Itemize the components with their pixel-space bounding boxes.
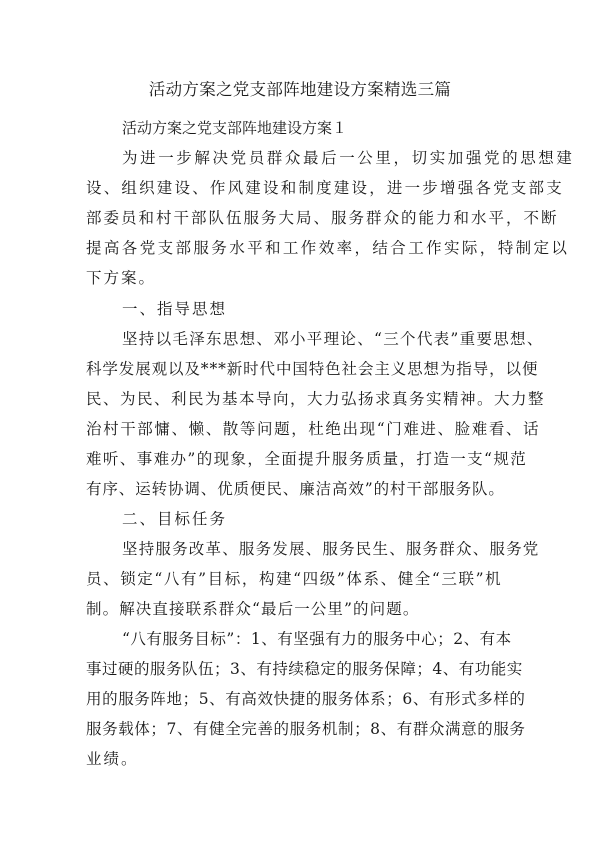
paragraph-line: 业绩。 (86, 750, 139, 768)
paragraph-line: 坚持以毛泽东思想、邓小平理论、“三个代表”重要思想、 (122, 330, 544, 348)
section-subtitle: 活动方案之党支部阵地建设方案１ (122, 119, 348, 137)
document-title: 活动方案之党支部阵地建设方案精选三篇 (148, 80, 452, 99)
paragraph-line: 治村干部慵、懒、散等问题，杜绝出现“门难进、脸难看、话 (86, 420, 541, 438)
paragraph-line: 为进一步解决党员群众最后一公里，切实加强党的思想建 (122, 149, 575, 167)
paragraph-line: 民、为民、利民为基本导向，大力弘扬求真务实精神。大力整 (86, 390, 546, 408)
paragraph-line: 用的服务阵地；5、有高效快捷的服务体系；6、有形式多样的 (86, 690, 526, 708)
paragraph-line: 员、锁定“八有”目标，构建“四级”体系、健全“三联”机 (86, 570, 503, 588)
heading-guiding-ideology: 一、指导思想 (122, 300, 228, 318)
paragraph-line: 事过硬的服务队伍；3、有持续稳定的服务保障；4、有功能实 (86, 660, 523, 678)
paragraph-line: 制。解决直接联系群众“最后一公里”的问题。 (86, 600, 420, 618)
paragraph-line: 科学发展观以及***新时代中国特色社会主义思想为指导，以便 (86, 360, 539, 378)
paragraph-line: 设、组织建设、作风建设和制度建设，进一步增强各党支部支 (86, 179, 564, 197)
heading-goals-tasks: 二、目标任务 (122, 510, 228, 528)
paragraph-line: 服务载体；7、有健全完善的服务机制；8、有群众满意的服务 (86, 720, 526, 738)
paragraph-line: 坚持服务改革、服务发展、服务民生、服务群众、服务党 (122, 540, 540, 558)
paragraph-line: 难听、事难办”的现象，全面提升服务质量，打造一支“规范 (86, 450, 528, 468)
paragraph-line: 有序、运转协调、优质便民、廉洁高效”的村干部服务队。 (86, 480, 505, 498)
paragraph-line: 下方案。 (86, 269, 157, 287)
paragraph-line: 提高各党支部服务水平和工作效率，结合工作实际，特制定以 (86, 239, 570, 257)
paragraph-line: “八有服务目标”：1、有坚强有力的服务中心；2、有本 (122, 630, 512, 648)
paragraph-line: 部委员和村干部队伍服务大局、服务群众的能力和水平，不断 (86, 209, 559, 227)
